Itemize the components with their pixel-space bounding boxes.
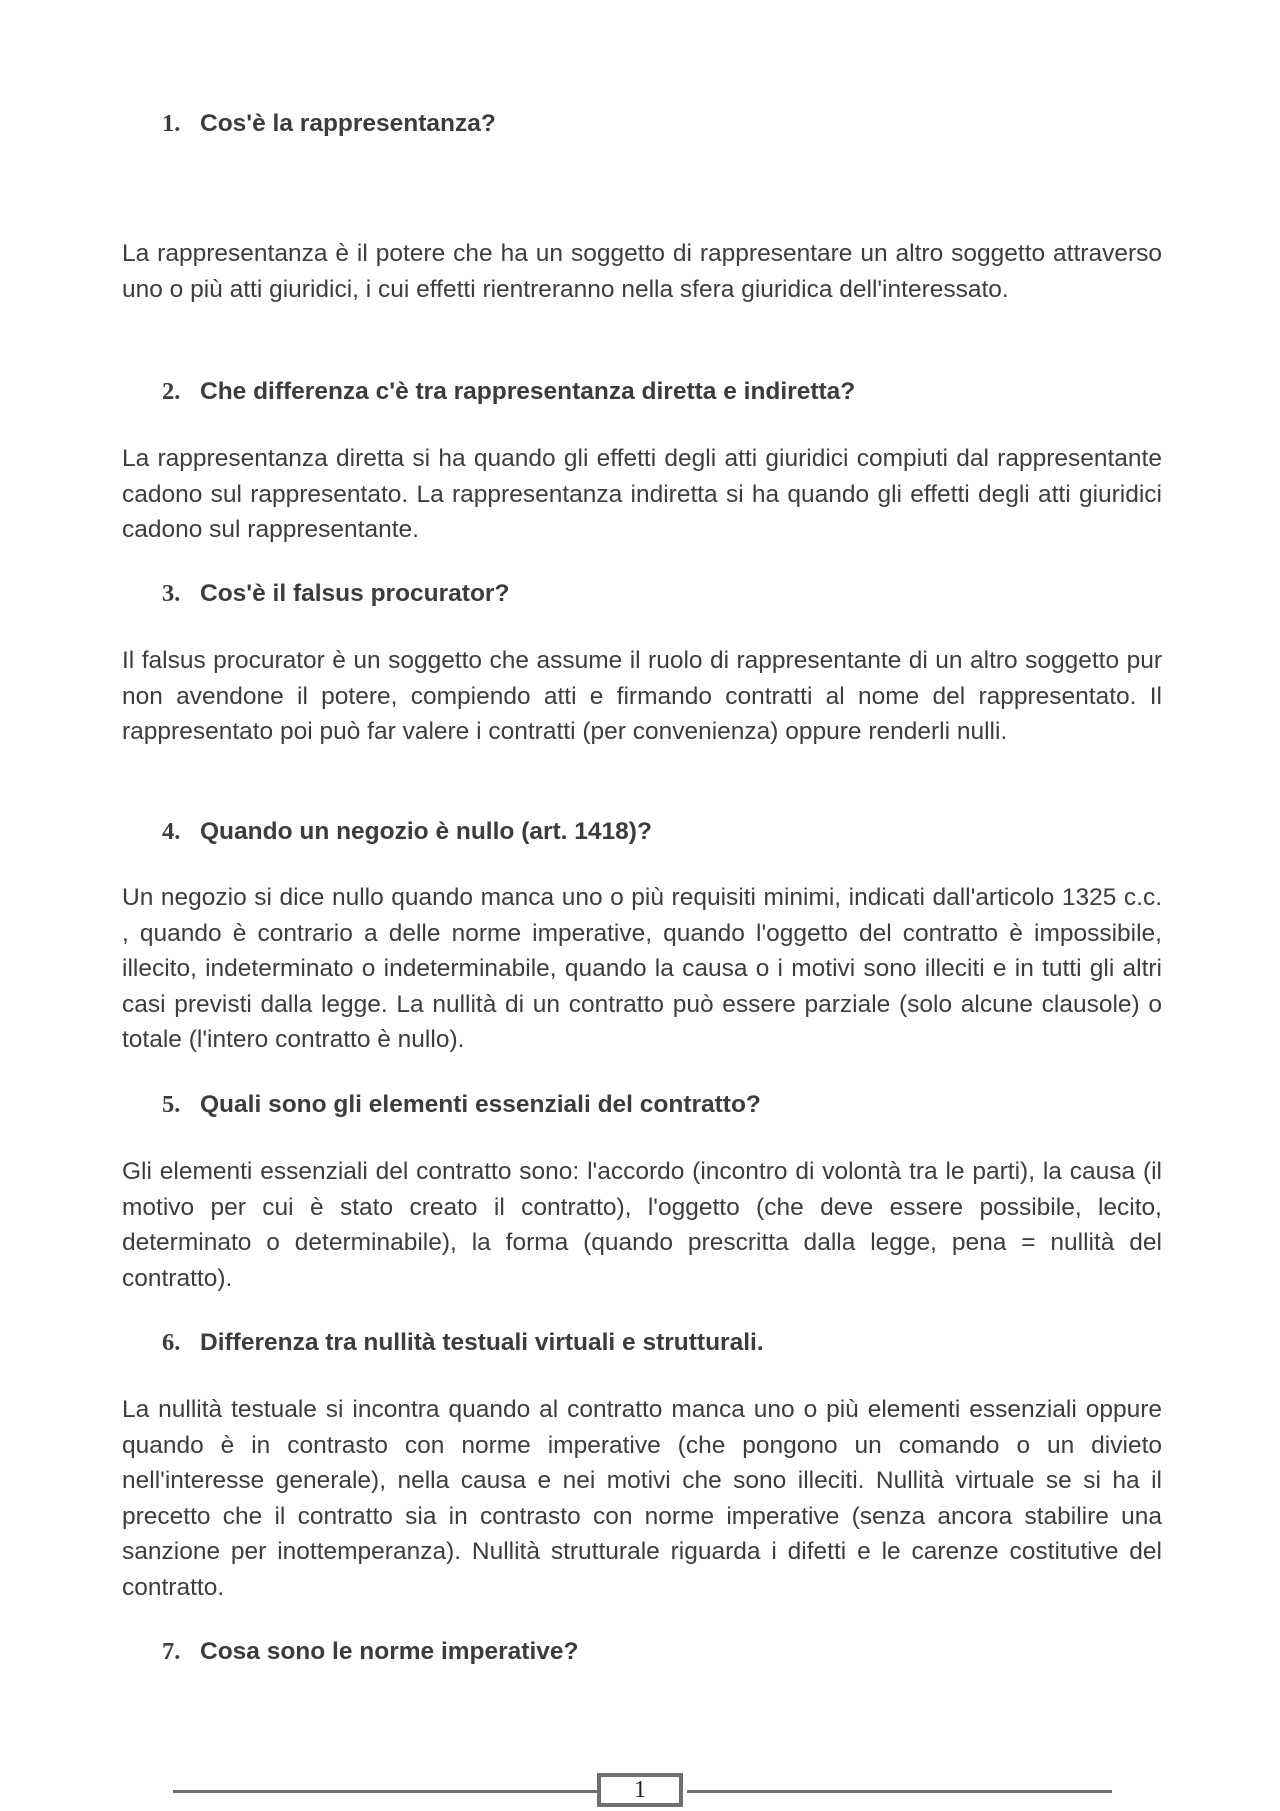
question-number: 7. <box>162 1638 181 1665</box>
question-heading-6 <box>162 1329 764 1357</box>
question-number: 3. <box>162 580 181 607</box>
question-heading-3 <box>162 580 509 608</box>
question-number: 2. <box>162 378 181 405</box>
question-number: 1. <box>162 110 181 137</box>
question-text: Cosa sono le norme imperative? <box>200 1638 579 1665</box>
question-text: Che differenza c'è tra rappresentanza diretta e indiretta? <box>200 378 856 405</box>
footer-divider-left <box>173 1790 598 1793</box>
question-text: Cos'è la rappresentanza? <box>200 110 496 137</box>
question-text: Cos'è il falsus procurator? <box>200 580 510 607</box>
footer-divider-right <box>687 1790 1112 1793</box>
question-heading-2 <box>162 378 855 406</box>
answer-paragraph-3: Il falsus procurator è un soggetto che assume il ruolo di rappresentante di un altro soggetto pur non avendone il potere, compiendo atti e firmando contratti al nome del rappresentato. Il rappresentato poi può far valere i contratti (per convenienza) oppure renderli nulli. <box>122 647 1162 745</box>
question-number: 6. <box>162 1329 181 1356</box>
question-text: Differenza tra nullità testuali virtuali e strutturali. <box>200 1329 764 1356</box>
answer-paragraph-2: La rappresentanza diretta si ha quando gli effetti degli atti giuridici compiuti dal rappresentante cadono sul rappresentato. La rappresentanza indiretta si ha quando gli effetti degli atti giuridici cadono sul rappresentante. <box>122 445 1162 543</box>
answer-paragraph-6: La nullità testuale si incontra quando al contratto manca uno o più elementi essenziali oppure quando è in contrasto con norme imperative (che pongono un comando o un divieto nell'interesse generale), nella causa e nei motivi che sono illeciti. Nullità virtuale se si ha il precetto che il contratto sia in contrasto con norme imperative (senza ancora stabilire una sanzione per inottemperanza). Nullità strutturale riguarda i difetti e le carenze costitutive del contratto. <box>122 1396 1162 1601</box>
question-heading-4 <box>162 818 652 846</box>
question-heading-7 <box>162 1638 579 1666</box>
answer-paragraph-4: Un negozio si dice nullo quando manca uno o più requisiti minimi, indicati dall'articolo 1325 c.c. , quando è contrario a delle norme imperative, quando l'oggetto del contratto è impossibile, illecito, indeterminato o indeterminabile, quando la causa o i motivi sono illeciti e in tutti gli altri casi previsti dalla legge. La nullità di un contratto può essere parziale (solo alcune clausole) o totale (l'intero contratto è nullo). <box>122 884 1162 1053</box>
page-number: 1 <box>597 1773 683 1807</box>
question-heading-5 <box>162 1091 761 1119</box>
answer-paragraph-5: Gli elementi essenziali del contratto sono: l'accordo (incontro di volontà tra le parti), la causa (il motivo per cui è stato creato il contratto), l'oggetto (che deve essere possibile, lecito, determinato o determinabile), la forma (quando prescritta dalla legge, pena = nullità del contratto). <box>122 1158 1162 1292</box>
question-heading-1 <box>162 110 496 138</box>
question-text: Quando un negozio è nullo (art. 1418)? <box>200 818 652 845</box>
question-number: 5. <box>162 1091 181 1118</box>
page-footer <box>0 1771 1280 1811</box>
answer-paragraph-1: La rappresentanza è il potere che ha un soggetto di rappresentare un altro soggetto attraverso uno o più atti giuridici, i cui effetti rientreranno nella sfera giuridica dell'interessato. <box>122 240 1162 303</box>
question-text: Quali sono gli elementi essenziali del contratto? <box>200 1091 761 1118</box>
question-number: 4. <box>162 818 181 845</box>
